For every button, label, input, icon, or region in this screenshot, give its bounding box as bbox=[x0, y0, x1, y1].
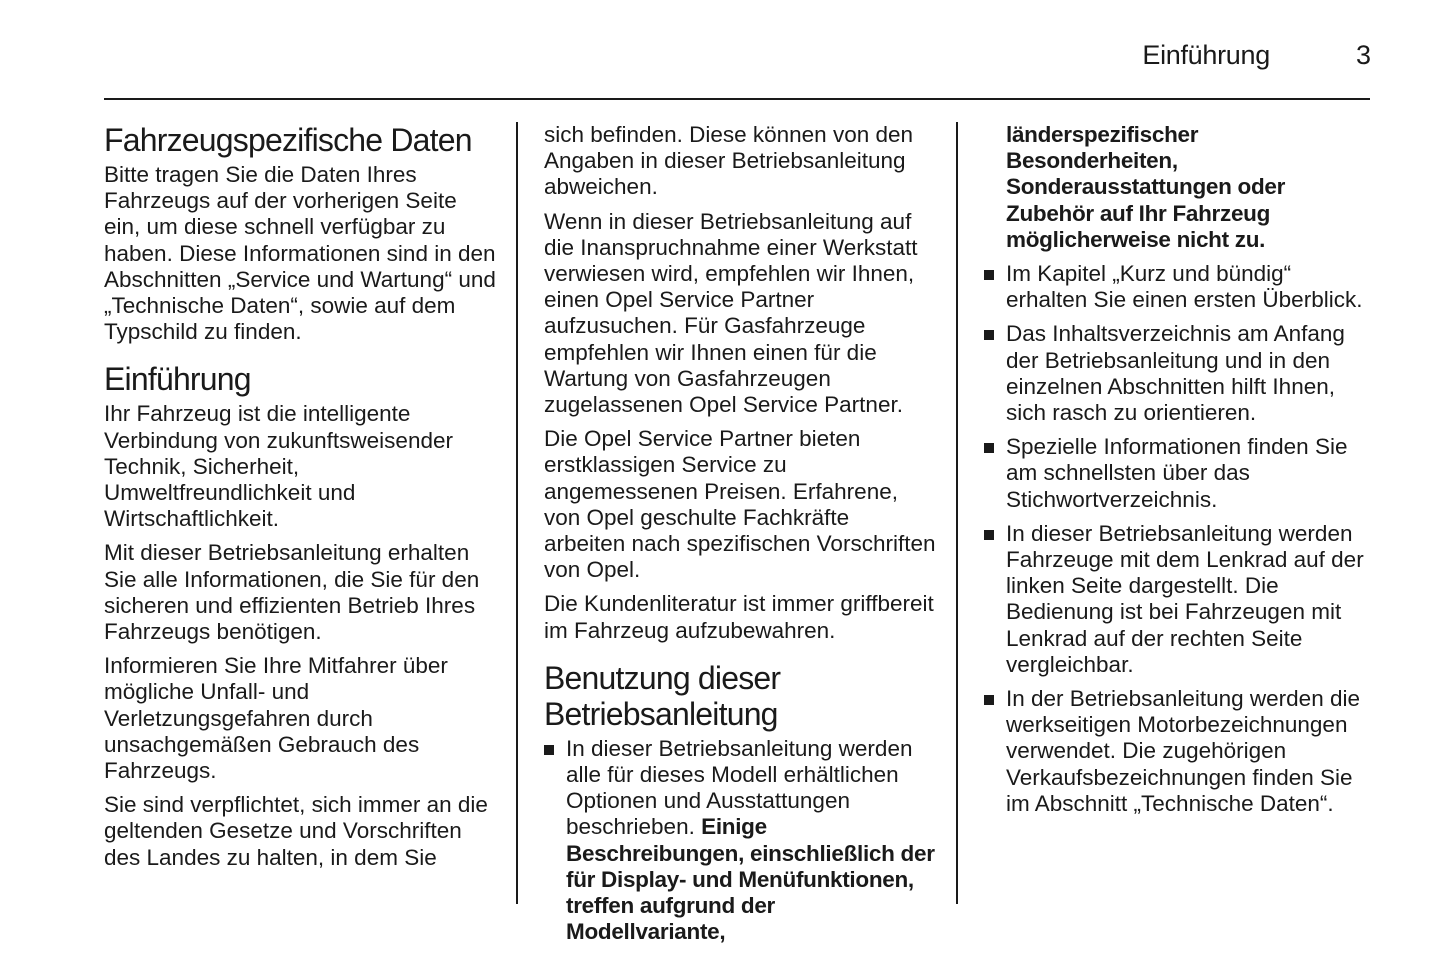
running-header bbox=[1142, 40, 1371, 71]
list-item bbox=[984, 261, 1374, 313]
bullet-text-bold: Einige Beschreibungen, einschließlich der für Display- und Menüfunktionen, treffen aufgrund der Modellvariante, bbox=[566, 814, 935, 945]
paragraph: Die Kundenliteratur ist immer griffbereit im Fahrzeug aufzubewahren. bbox=[544, 591, 934, 643]
bullet-text: Im Kapitel „Kurz und bündig“ erhalten Sie einen ersten Überblick. bbox=[1006, 261, 1363, 313]
square-bullet-icon bbox=[984, 443, 994, 453]
heading-using-manual: Benutzung dieser Betriebsanleitung bbox=[544, 659, 781, 732]
bullet-continuation-bold: länderspezifischer Besonderheiten, Sonderausstattungen oder Zubehör auf Ihr Fahrzeug möglicherweise nicht zu. bbox=[1006, 122, 1286, 252]
square-bullet-icon bbox=[984, 530, 994, 540]
list-item bbox=[984, 686, 1374, 817]
square-bullet-icon bbox=[984, 330, 994, 340]
paragraph: sich befinden. Diese können von den Angaben in dieser Betriebsanleitung abweichen. bbox=[544, 122, 914, 200]
paragraph: Ihr Fahrzeug ist die intelligente Verbindung von zukunftsweisender Technik, Sicherheit, Umweltfreundlichkeit und Wirtschaftlichkeit. bbox=[104, 401, 453, 532]
heading-vehicle-data: Fahrzeugspezifische Daten bbox=[104, 122, 472, 158]
square-bullet-icon bbox=[984, 270, 994, 280]
bullet-text: Spezielle Informationen finden Sie am schnellsten über das Stichwortverzeichnis. bbox=[1006, 434, 1348, 512]
bullet-text: In dieser Betriebsanleitung werden alle für dieses Modell erhältlichen Optionen und Ausstattungen beschrieben. bbox=[566, 735, 913, 840]
bullet-list bbox=[544, 736, 936, 946]
column-3 bbox=[984, 122, 1374, 825]
list-item bbox=[984, 434, 1374, 513]
section-title: Einführung bbox=[1142, 40, 1270, 70]
square-bullet-icon bbox=[984, 695, 994, 705]
list-item bbox=[544, 736, 936, 946]
page-number: 3 bbox=[1355, 40, 1371, 70]
column-2 bbox=[544, 122, 936, 953]
square-bullet-icon bbox=[544, 745, 554, 755]
bullet-list bbox=[984, 261, 1374, 817]
list-item bbox=[984, 321, 1374, 426]
list-item bbox=[984, 521, 1374, 678]
heading-introduction: Einführung bbox=[104, 361, 251, 398]
paragraph: Bitte tragen Sie die Daten Ihres Fahrzeugs auf der vorherigen Seite ein, um diese schnell verfügbar zu haben. Diese Informationen sind in den Abschnitten „Service und Wartung“ und „Technische Daten“, sowie auf dem Typschild zu finden. bbox=[104, 162, 496, 345]
column-1 bbox=[104, 122, 496, 879]
paragraph: Wenn in dieser Betriebsanleitung auf die Inanspruchnahme einer Werkstatt verwiesen wird, empfehlen wir Ihnen, einen Opel Service Partner aufzusuchen. Für Gasfahrzeuge empfehlen wir Ihnen einen für die Wartung von Gasfahrzeugen zugelassenen Opel Service Partner. bbox=[544, 208, 918, 418]
header-rule bbox=[104, 98, 1370, 100]
paragraph: Mit dieser Betriebsanleitung erhalten Sie alle Informationen, die Sie für den sicheren und effizienten Betrieb Ihres Fahrzeugs benötigen. bbox=[104, 540, 480, 645]
paragraph: Informieren Sie Ihre Mitfahrer über mögliche Unfall- und Verletzungsgefahren durch unsachgemäßen Gebrauch des Fahrzeugs. bbox=[104, 653, 448, 784]
column-divider bbox=[956, 122, 958, 904]
column-divider bbox=[516, 122, 518, 904]
bullet-text: In der Betriebsanleitung werden die werkseitigen Motorbezeichnungen verwendet. Die zugehörigen Verkaufsbezeichnungen finden Sie im Abschnitt „Technische Daten“. bbox=[1006, 686, 1360, 816]
paragraph: Die Opel Service Partner bieten erstklassigen Service zu angemessenen Preisen. Erfahrene, von Opel geschulte Fachkräfte arbeiten nach spezifischen Vorschriften von Opel. bbox=[544, 426, 936, 583]
bullet-text: In dieser Betriebsanleitung werden Fahrzeuge mit dem Lenkrad auf der linken Seite dargestellt. Die Bedienung ist bei Fahrzeugen mit Lenkrad auf der rechten Seite vergleichbar. bbox=[1006, 520, 1364, 677]
bullet-text: Das Inhaltsverzeichnis am Anfang der Betriebsanleitung und in den einzelnen Abschnitten hilft Ihnen, sich rasch zu orientieren. bbox=[1006, 321, 1345, 426]
paragraph: Sie sind verpflichtet, sich immer an die geltenden Gesetze und Vorschriften des Landes zu halten, in dem Sie bbox=[104, 792, 488, 870]
